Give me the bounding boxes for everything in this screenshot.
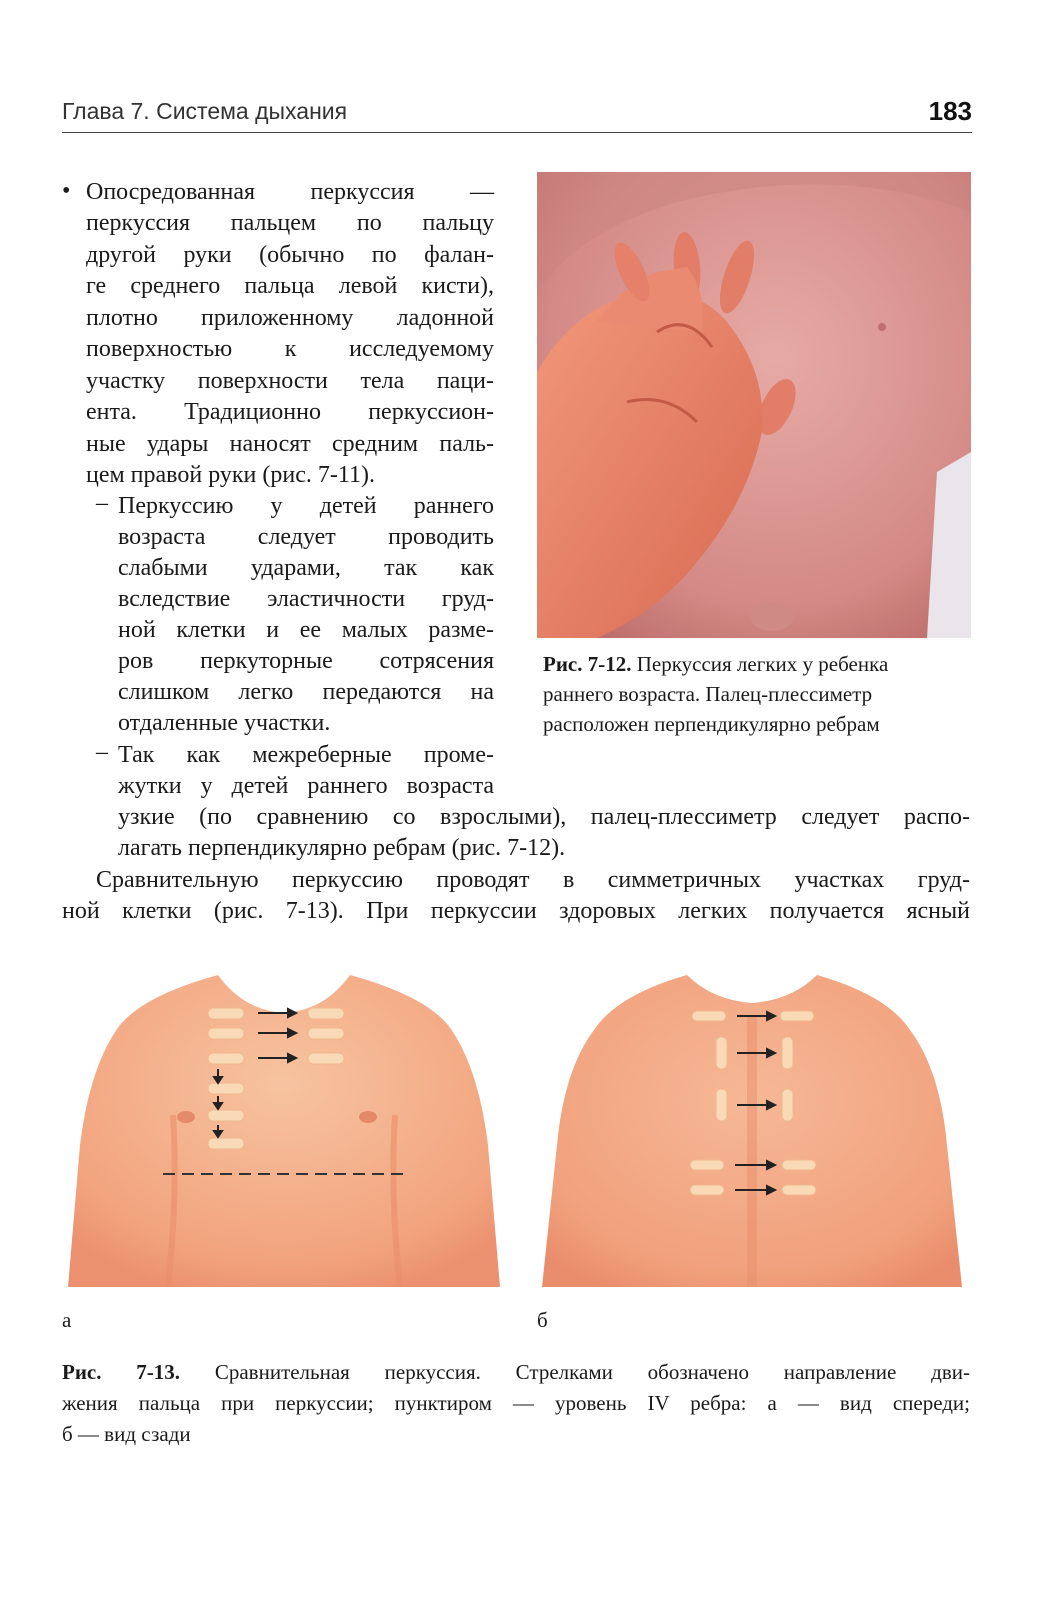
torso-back-illustration [542, 975, 962, 1287]
text-line: ров перкуторные сотрясения [118, 648, 494, 674]
sublabel-a: а [62, 1308, 72, 1332]
figure-7-13-caption-line3: б — вид сзади [62, 1422, 191, 1446]
text-line: участку поверхности тела паци- [86, 368, 494, 394]
text-line: перкуссия пальцем по пальцу [86, 210, 494, 236]
text-line: Опосредованная перкуссия — [86, 179, 494, 205]
text-line: слишком легко передаются на [118, 679, 494, 705]
chapter-title: Глава 7. Система дыхания [62, 98, 348, 124]
figure-label: Рис. 7-13. [62, 1360, 181, 1384]
text-line: плотно приложенному ладонной [86, 305, 494, 331]
text-line: поверхностью к исследуемому [86, 336, 494, 362]
text-line: ента. Традиционно перкуссион- [86, 399, 494, 425]
text-line: ной клетки (рис. 7-13). При перкуссии здоровых легких получается ясный [62, 898, 970, 924]
text-line: узкие (по сравнению со взрослыми), палец-плессиметр следует распо- [118, 804, 970, 830]
text-line: цем правой руки (рис. 7-11). [86, 462, 375, 488]
figure-7-12-caption-line2: раннего возраста. Палец-плессиметр [543, 682, 873, 706]
text-line: возраста следует проводить [118, 524, 494, 550]
bullet-marker: • [62, 178, 71, 204]
text-line: другой руки (обычно по фалан- [86, 242, 494, 268]
sublabel-b: б [537, 1308, 548, 1332]
text-line: вследствие эластичности груд- [118, 586, 494, 612]
percussion-photo [537, 172, 971, 638]
figure-label: Рис. 7-12. [543, 652, 632, 676]
text-line: лагать перпендикулярно ребрам (рис. 7-12). [118, 835, 566, 861]
text-line: ге среднего пальца левой кисти), [86, 273, 494, 299]
dash-marker: – [96, 739, 108, 765]
figure-7-13-caption-line1: Рис. 7-13. Сравнительная перкуссия. Стрелками обозначено направление дви- [62, 1360, 970, 1384]
text-line: жутки у детей раннего возраста [118, 773, 494, 799]
text-line: отдаленные участки. [118, 710, 331, 736]
figure-7-12-caption-line3: расположен перпендикулярно ребрам [543, 712, 880, 736]
dash-marker: – [96, 490, 108, 516]
page-number: 183 [928, 96, 972, 126]
text-line: Перкуссию у детей раннего [118, 493, 494, 519]
figure-7-13-caption-line2: жения пальца при перкуссии; пунктиром — уровень IV ребра: а — вид спереди; [62, 1391, 970, 1415]
running-head [62, 96, 972, 133]
text-line: Так как межреберные проме- [118, 742, 494, 768]
text-line: слабыми ударами, так как [118, 555, 494, 581]
text-line: ные удары наносят средним паль- [86, 431, 494, 457]
text-line: Сравнительную перкуссию проводят в симметричных участках груд- [96, 867, 970, 893]
torso-front-illustration [68, 975, 500, 1287]
text-line: ной клетки и ее малых разме- [118, 617, 494, 643]
figure-7-12-caption-line1: Рис. 7-12. Перкуссия легких у ребенка [543, 652, 889, 676]
